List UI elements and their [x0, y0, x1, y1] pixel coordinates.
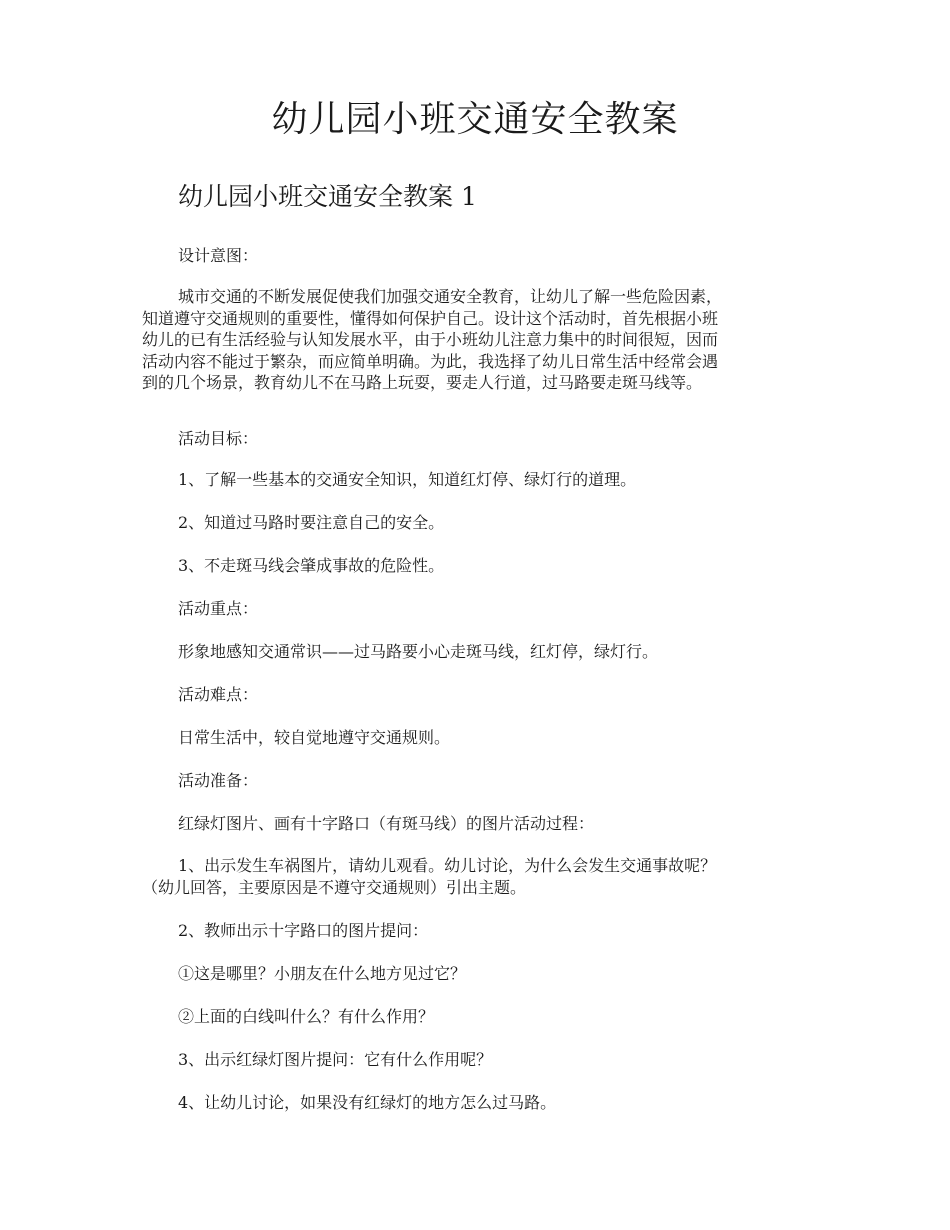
paragraph: [142, 1006, 818, 1028]
paragraph-line: 2、教师出示十字路口的图片提问：: [178, 921, 429, 940]
paragraph-line: （幼儿回答，主要原因是不遵守交通规则）引出主题。: [142, 877, 527, 897]
paragraph-line: 3、出示红绿灯图片提问：它有什么作用呢？: [178, 1050, 493, 1069]
paragraph: [142, 641, 818, 663]
section-title: 幼儿园小班交通安全教案 1: [178, 182, 477, 211]
paragraph-line: 城市交通的不断发展促使我们加强交通安全教育，让幼儿了解一些危险因素，: [178, 287, 723, 306]
paragraph-line: 1、了解一些基本的交通安全知识，知道红灯停、绿灯行的道理。: [178, 470, 637, 489]
paragraph: [142, 512, 818, 534]
paragraph: [142, 469, 818, 491]
paragraph-line: 活动内容不能过于繁杂，而应简单明确。为此，我选择了幼儿日常生活中经常会遇: [142, 351, 719, 371]
paragraph-line: 4、让幼儿讨论，如果没有红绿灯的地方怎么过马路。: [178, 1093, 557, 1112]
paragraph-line: 活动准备：: [178, 771, 259, 790]
paragraph: [142, 286, 818, 394]
paragraph-line: 活动重点：: [178, 599, 259, 618]
paragraph-line: 活动目标：: [178, 429, 259, 448]
paragraph: [142, 428, 818, 450]
paragraph: [142, 963, 818, 985]
paragraph: [142, 684, 818, 706]
paragraph: [142, 1092, 818, 1114]
paragraph: [142, 727, 818, 749]
paragraph-line: 到的几个场景，教育幼儿不在马路上玩耍，要走人行道，过马路要走斑马线等。: [142, 373, 703, 392]
paragraph: [142, 770, 818, 792]
paragraph-line: 知道遵守交通规则的重要性，懂得如何保护自己。设计这个活动时，首先根据小班: [142, 308, 719, 328]
paragraph-line: 日常生活中，较自觉地遵守交通规则。: [178, 728, 451, 747]
paragraph: [142, 1049, 818, 1071]
paragraph-line: 1、出示发生车祸图片，请幼儿观看。幼儿讨论，为什么会发生交通事故呢？: [178, 856, 717, 875]
paragraph-line: 幼儿的已有生活经验与认知发展水平，由于小班幼儿注意力集中的时间很短，因而: [142, 330, 719, 349]
paragraph: [142, 855, 818, 898]
document-title: 幼儿园小班交通安全教案: [271, 99, 679, 140]
paragraph-line: 设计意图：: [178, 246, 259, 265]
paragraph: [142, 813, 818, 835]
paragraph-line: ①这是哪里？小朋友在什么地方见过它？: [178, 964, 467, 983]
paragraph-line: 形象地感知交通常识——过马路要小心走斑马线，红灯停，绿灯行。: [178, 642, 659, 661]
paragraph: [142, 920, 818, 942]
paragraph-line: 活动难点：: [178, 685, 259, 704]
paragraph-line: 2、知道过马路时要注意自己的安全。: [178, 513, 445, 532]
paragraph-line: 3、不走斑马线会肇成事故的危险性。: [178, 556, 445, 575]
paragraph-line: 红绿灯图片、画有十字路口（有斑马线）的图片活动过程：: [178, 814, 595, 833]
paragraph: [142, 598, 818, 620]
paragraph-line: ②上面的白线叫什么？有什么作用？: [178, 1007, 435, 1026]
paragraph: [142, 555, 818, 577]
paragraph: [142, 245, 818, 267]
